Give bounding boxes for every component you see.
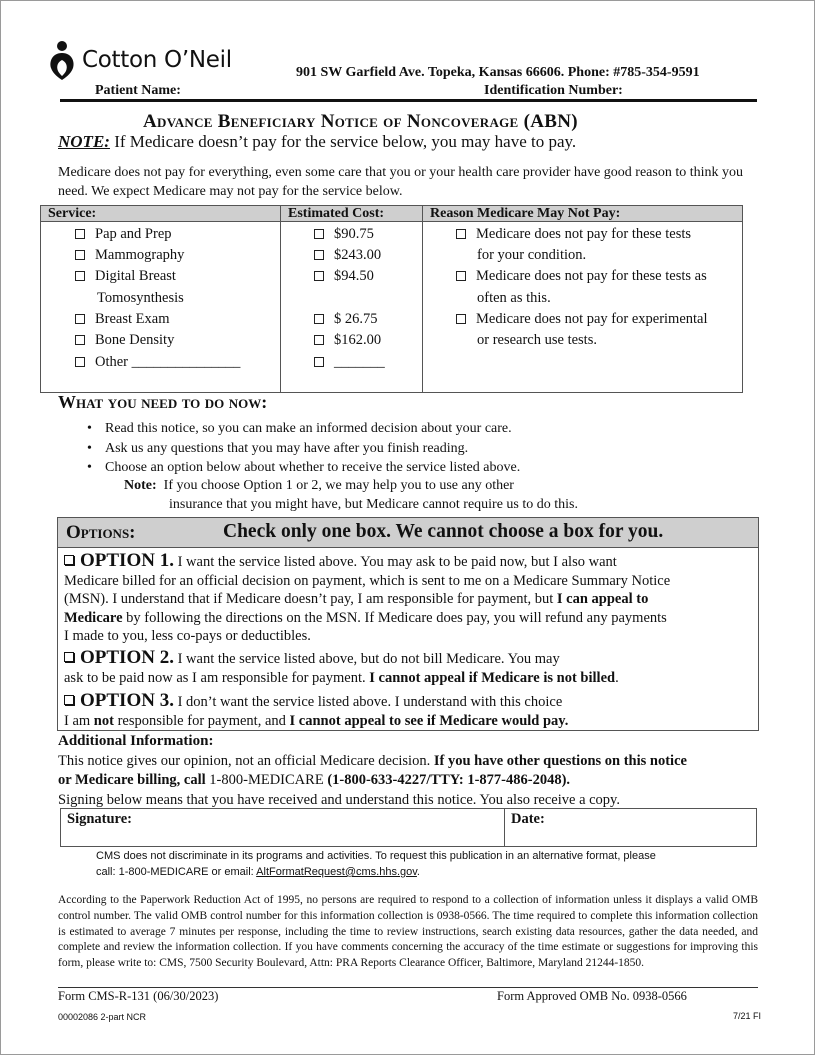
reason-text-continued: often as this. bbox=[477, 290, 551, 306]
reason-text: Medicare does not pay for these tests as bbox=[476, 268, 707, 284]
form-number: Form CMS-R-131 (06/30/2023) bbox=[58, 989, 219, 1003]
option-text: I made to you, less co-pays or deductibles. bbox=[64, 628, 311, 644]
option-text-bold: I can appeal to bbox=[556, 591, 649, 607]
paperwork-reduction-statement: According to the Paperwork Reduction Act of 1995, no persons are required to respond to a collection of information unless it displays a valid OMB control number. The valid OMB control number for this information collection is 0938-0566. The time required to complete this information collection is estimated to average 7 minutes per response, including the time to review instructions, search existing data resources, gather the data needed, and complete and review the information collection. If you have comments concerning the accuracy of the time estimate or suggestions for improving this form, please write to: CMS, 7500 Security Boulevard, Attn: PRA Reports Clearance Officer, Baltimore, Maryland 21244-1850. bbox=[58, 894, 758, 970]
cost-option[interactable] bbox=[314, 332, 381, 349]
clinic-address: 901 SW Garfield Ave. Topeka, Kansas 66606. Phone: #785-354-9591 bbox=[296, 65, 700, 80]
note-text: If Medicare doesn’t pay for the service below, you may have to pay. bbox=[109, 132, 577, 151]
option-text: responsible for payment, and bbox=[113, 712, 290, 729]
column-divider bbox=[422, 206, 423, 392]
checkbox[interactable] bbox=[75, 335, 85, 345]
checkbox[interactable] bbox=[75, 314, 85, 324]
additional-info-heading: Additional Information: bbox=[58, 733, 214, 749]
print-code: 00002086 2-part NCR bbox=[58, 1012, 147, 1022]
info-text-bold: (1-800-633-4227/TTY: 1-877-486-2048). bbox=[327, 772, 571, 788]
reason-option[interactable] bbox=[456, 311, 708, 328]
service-header: Service: bbox=[48, 206, 97, 221]
list-item: • Read this notice, so you can make an informed decision about your care. bbox=[105, 419, 520, 439]
service-option-breast-exam[interactable] bbox=[75, 311, 170, 328]
service-option-digital-breast[interactable] bbox=[75, 268, 176, 285]
cost-option[interactable] bbox=[314, 268, 374, 285]
identification-number-label: Identification Number: bbox=[484, 83, 623, 98]
checkbox[interactable] bbox=[75, 250, 85, 260]
note-text-continued: insurance that you might have, but Medicare cannot require us to do this. bbox=[169, 497, 579, 512]
service-table-header bbox=[41, 206, 742, 222]
service-label: Bone Density bbox=[95, 332, 175, 348]
reason-text: Medicare does not pay for experimental bbox=[476, 311, 708, 327]
service-label: Other _______________ bbox=[95, 354, 241, 370]
option-3[interactable] bbox=[64, 692, 568, 730]
option-text: ask to be paid now as I am responsible for payment. bbox=[64, 669, 370, 686]
instruction-list bbox=[105, 419, 520, 478]
option-1-checkbox[interactable] bbox=[64, 555, 74, 565]
cost-value: $94.50 bbox=[334, 268, 374, 284]
cost-value: $ 26.75 bbox=[334, 311, 378, 327]
option-text: I want the service listed above, but do not bill Medicare. You may bbox=[173, 651, 560, 667]
reason-text: Medicare does not pay for these tests bbox=[476, 226, 692, 242]
service-label: Digital Breast bbox=[95, 268, 176, 284]
column-divider bbox=[280, 206, 281, 392]
service-label: Mammography bbox=[95, 247, 185, 263]
checkbox[interactable] bbox=[456, 314, 466, 324]
list-item: • Choose an option below about whether to receive the service listed above. bbox=[105, 458, 520, 478]
estimated-cost-header: Estimated Cost: bbox=[288, 206, 385, 221]
cost-option[interactable] bbox=[314, 247, 381, 264]
service-option-pap[interactable] bbox=[75, 226, 172, 243]
checkbox[interactable] bbox=[314, 229, 324, 239]
info-text-bold: or Medicare billing, call bbox=[58, 772, 210, 788]
option-text-bold: Medicare bbox=[64, 609, 123, 626]
checkbox[interactable] bbox=[314, 335, 324, 345]
checkbox[interactable] bbox=[314, 314, 324, 324]
checkbox[interactable] bbox=[456, 271, 466, 281]
option-3-checkbox[interactable] bbox=[64, 695, 74, 705]
option-2-title: OPTION 2. bbox=[80, 647, 174, 668]
service-label: Breast Exam bbox=[95, 311, 170, 327]
intro-paragraph: Medicare does not pay for everything, even some care that you or your health care provider have good reason to think you need. We expect Medicare may not pay for the service below. bbox=[58, 165, 743, 199]
logo bbox=[48, 40, 232, 80]
service-option-bone-density[interactable] bbox=[75, 332, 174, 349]
service-label: Pap and Prep bbox=[95, 226, 172, 242]
date-field[interactable]: Date: bbox=[511, 811, 545, 827]
option-text-bold: I cannot appeal if Medicare is not billed bbox=[369, 669, 616, 686]
option-text-bold: I cannot appeal to see if Medicare would pay. bbox=[289, 712, 569, 729]
cost-value: $162.00 bbox=[334, 332, 382, 348]
option-text: by following the directions on the MSN. If Medicare does pay, you will refund any payments bbox=[122, 609, 667, 626]
insurance-note bbox=[124, 476, 578, 514]
reason-option[interactable] bbox=[456, 268, 707, 285]
note-text: If you choose Option 1 or 2, we may help you to use any other bbox=[163, 478, 514, 493]
cms-text: CMS does not discriminate in its programs and activities. To request this publication in an alternative format, please bbox=[96, 850, 656, 862]
reason-header: Reason Medicare May Not Pay: bbox=[430, 206, 621, 221]
options-instruction: Check only one box. We cannot choose a box for you. bbox=[223, 521, 664, 542]
logo-text: Cotton O’Neil bbox=[82, 47, 232, 73]
checkbox[interactable] bbox=[314, 271, 324, 281]
signature-box bbox=[60, 808, 757, 847]
cost-option[interactable] bbox=[314, 311, 378, 328]
option-1[interactable] bbox=[64, 552, 670, 646]
cost-option-other[interactable] bbox=[314, 354, 385, 371]
option-text: I want the service listed above. You may ask to be paid now, but I also want bbox=[173, 554, 617, 570]
service-table bbox=[40, 205, 743, 393]
info-text-bold: If you have other questions on this notice bbox=[433, 753, 687, 769]
option-text: (MSN). I understand that if Medicare doesn’t pay, I am responsible for payment, but bbox=[64, 591, 557, 607]
medicare-phone: 1-800-MEDICARE bbox=[209, 772, 328, 788]
option-text: Medicare billed for an official decision on payment, which is sent to me on a Medicare Summary Notice bbox=[64, 572, 671, 589]
cms-text: call: 1-800-MEDICARE or email: bbox=[96, 866, 257, 878]
note-label: Note: bbox=[124, 478, 157, 493]
option-text: I don’t want the service listed above. I understand with this choice bbox=[173, 694, 563, 710]
service-option-other[interactable] bbox=[75, 354, 240, 371]
cost-value: $90.75 bbox=[334, 226, 374, 242]
service-option-mammography[interactable] bbox=[75, 247, 184, 264]
patient-name-label: Patient Name: bbox=[95, 83, 181, 98]
additional-info-text bbox=[58, 752, 687, 790]
cost-option[interactable] bbox=[314, 226, 374, 243]
note-label: NOTE: bbox=[58, 132, 110, 151]
option-text-bold: not bbox=[93, 712, 114, 729]
omb-number: Form Approved OMB No. 0938-0566 bbox=[497, 989, 687, 1003]
cms-nondiscrimination-notice bbox=[96, 848, 656, 880]
option-text: . bbox=[615, 669, 619, 686]
service-label-continued: Tomosynthesis bbox=[97, 290, 184, 306]
page-title: Advance Beneficiary Notice of Noncoverage (ABN) bbox=[143, 111, 578, 132]
option-2-checkbox[interactable] bbox=[64, 652, 74, 662]
cost-value: _______ bbox=[334, 354, 385, 370]
revision-code: 7/21 FI bbox=[733, 1011, 762, 1021]
checkbox[interactable] bbox=[456, 229, 466, 239]
info-text: This notice gives our opinion, not an official Medicare decision. bbox=[58, 753, 434, 769]
option-3-title: OPTION 3. bbox=[80, 690, 174, 711]
options-header bbox=[58, 518, 758, 548]
options-box bbox=[57, 517, 759, 731]
cms-text: . bbox=[416, 866, 420, 878]
what-to-do-heading: What you need to do now: bbox=[58, 392, 268, 412]
cotton-oneil-logo-icon bbox=[48, 40, 76, 80]
reason-text-continued: or research use tests. bbox=[477, 332, 597, 348]
option-1-title: OPTION 1. bbox=[80, 550, 174, 571]
checkbox[interactable] bbox=[75, 357, 85, 367]
signature-field[interactable]: Signature: bbox=[67, 811, 132, 827]
footer-rule bbox=[58, 987, 758, 988]
list-item: • Ask us any questions that you may have after you finish reading. bbox=[105, 439, 520, 459]
checkbox[interactable] bbox=[75, 229, 85, 239]
checkbox[interactable] bbox=[314, 250, 324, 260]
cost-value: $243.00 bbox=[334, 247, 382, 263]
option-text: I am bbox=[64, 712, 94, 729]
signing-statement: Signing below means that you have received and understand this notice. You also receive a copy. bbox=[58, 792, 620, 808]
option-2[interactable] bbox=[64, 649, 619, 687]
reason-text-continued: for your condition. bbox=[477, 247, 587, 263]
checkbox[interactable] bbox=[75, 271, 85, 281]
alt-format-email-link[interactable]: AltFormatRequest@cms.hhs.gov bbox=[256, 866, 417, 878]
note-line bbox=[58, 132, 576, 152]
options-heading: Options: bbox=[66, 522, 136, 543]
header-rule bbox=[60, 99, 757, 102]
reason-option[interactable] bbox=[456, 226, 691, 243]
checkbox[interactable] bbox=[314, 357, 324, 367]
signature-divider bbox=[504, 809, 505, 846]
